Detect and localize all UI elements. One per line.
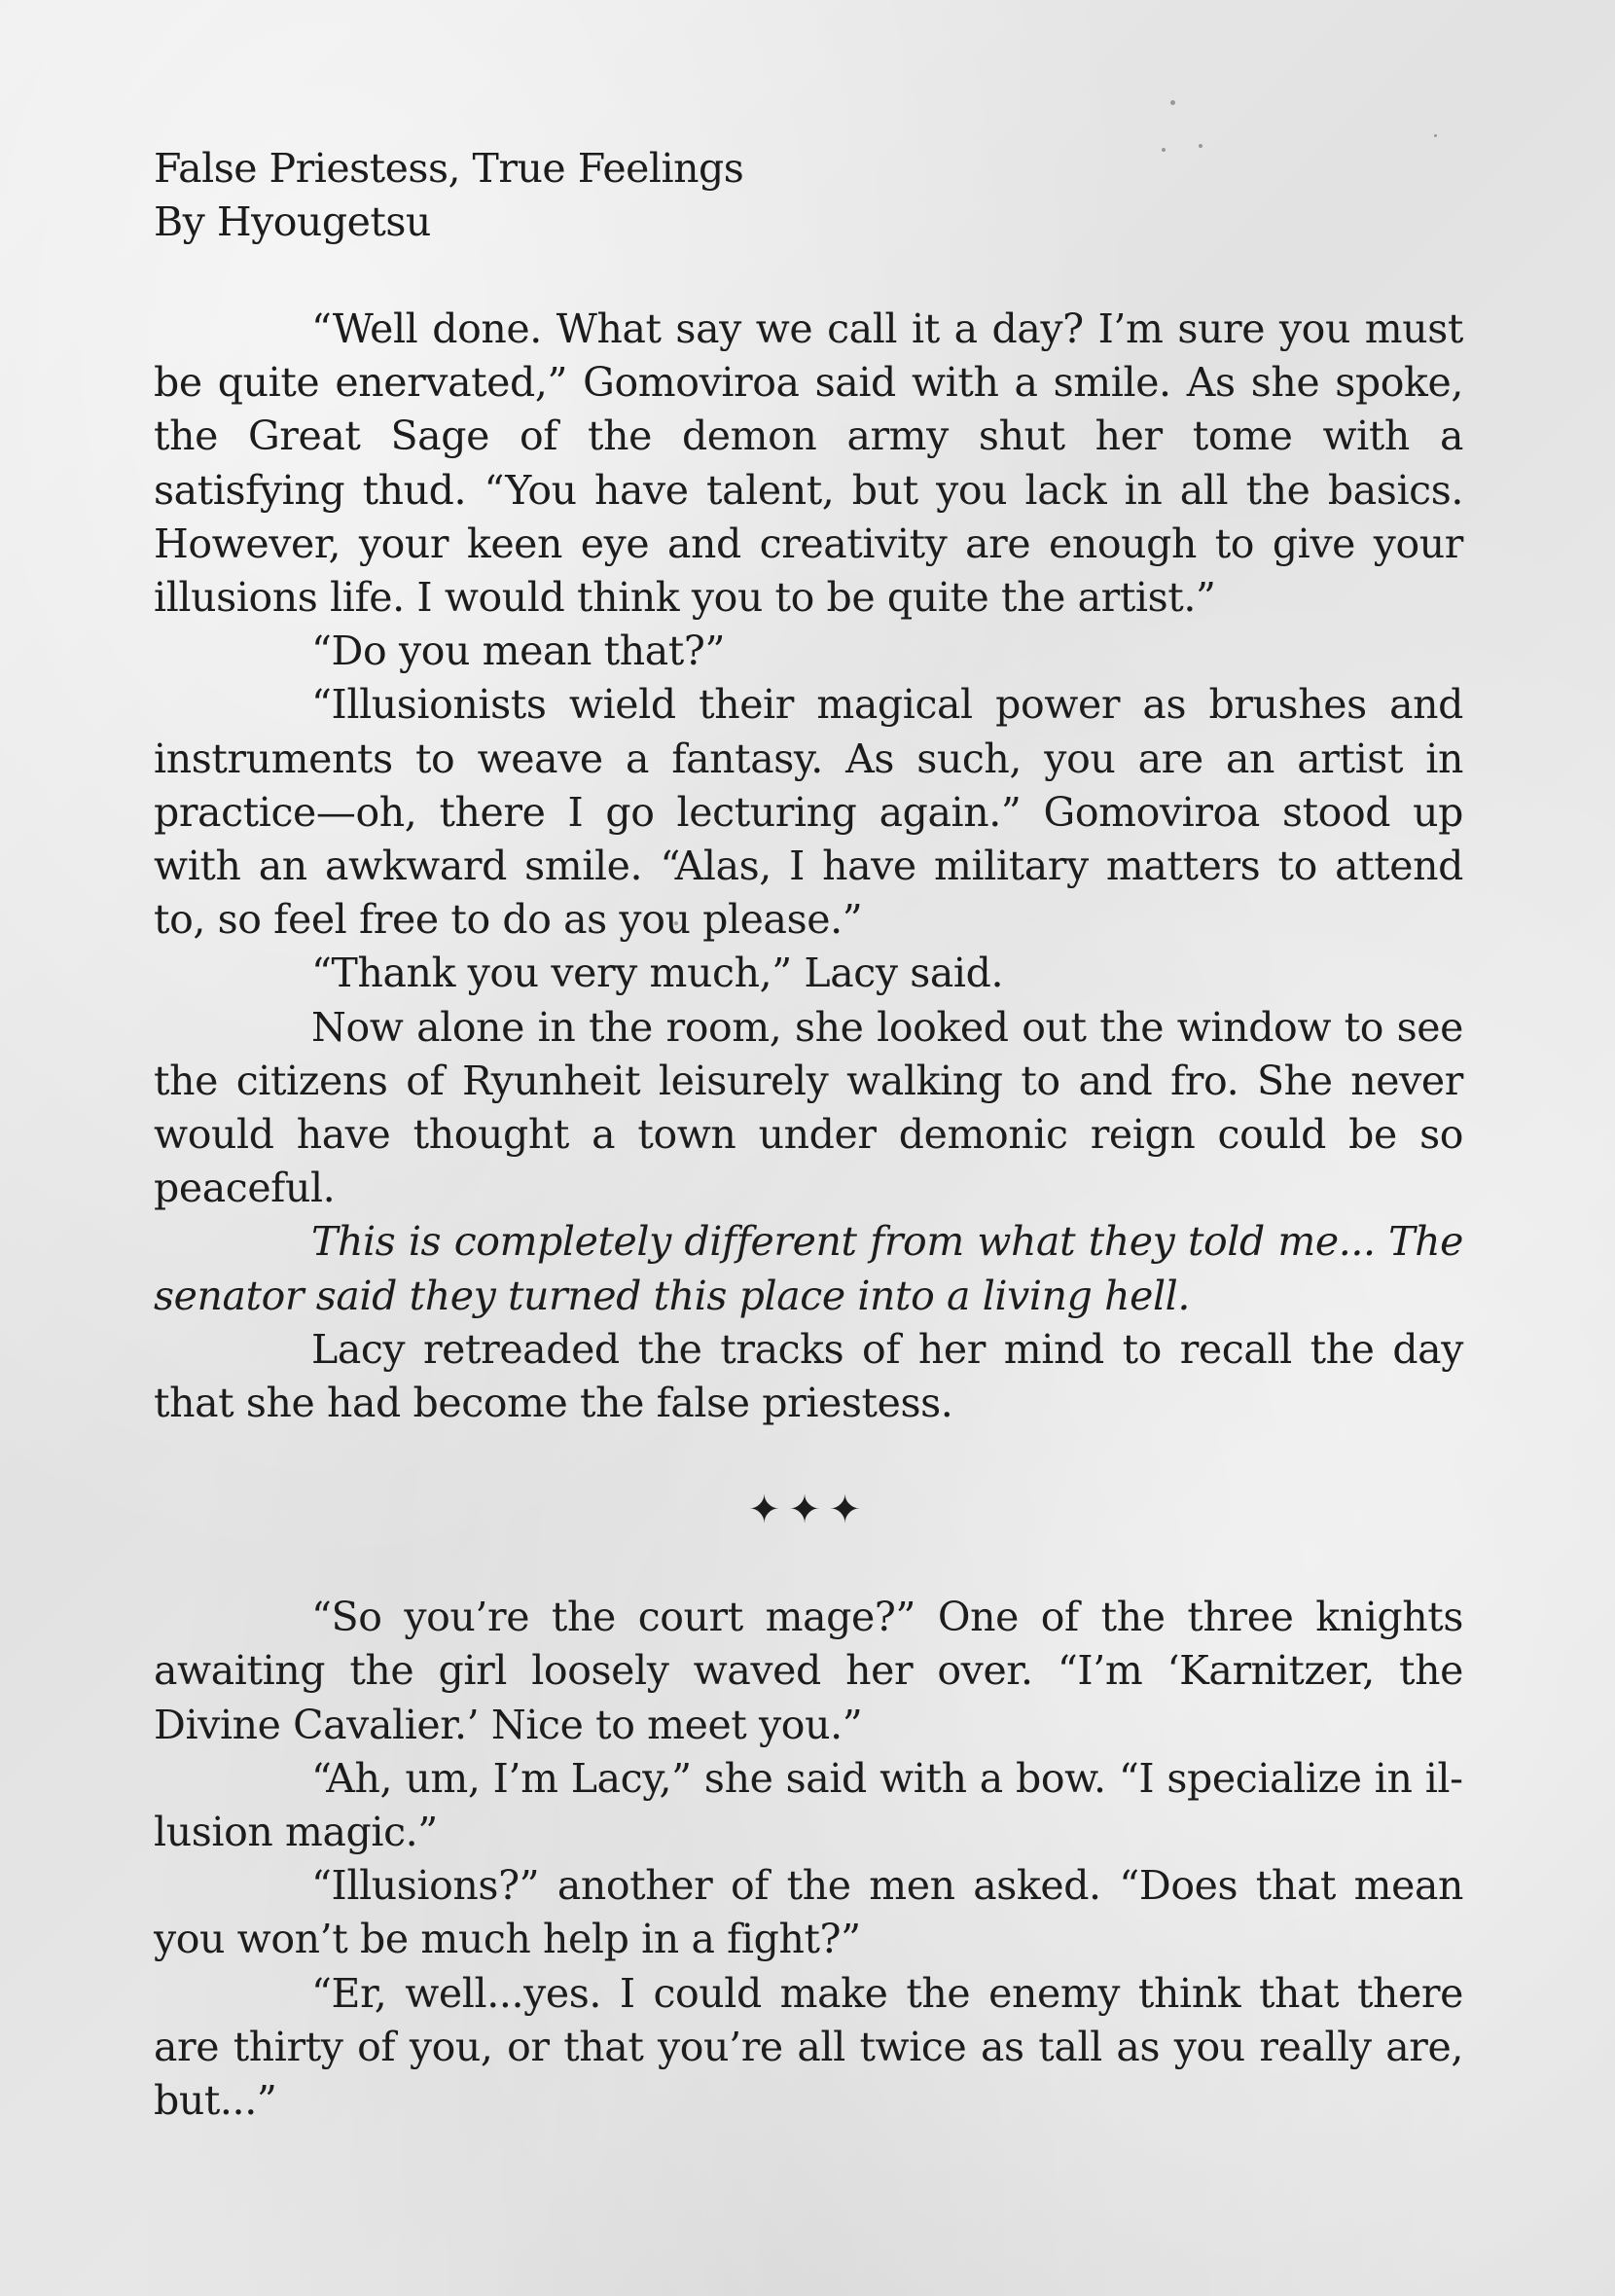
section-break-ornament: ✦✦✦ (747, 1488, 870, 1533)
paragraph: “Ah, um, I’m Lacy,” she said with a bow. “I specialize in illusion magic.” (154, 1754, 1463, 1856)
paragraph: Now alone in the room, she looked out the window to see the citizens of Ryunheit leisurely walking to and fro. She never would have thought a town under demonic reign could be so peaceful. (154, 1003, 1463, 1212)
paragraph: “Do you mean that?” (311, 628, 726, 675)
story-byline: By Hyougetsu (154, 198, 431, 245)
paragraph: “Illusionists wield their magical power as brushes and instruments to weave a fantasy. As such, you are an artist in practice—oh, there I go lecturing again.” Gomoviroa stood up with an awkward smile. “Alas, I have military matters to attend to, so feel free to do as you please.” (154, 681, 1463, 944)
paper-speck (1434, 134, 1437, 137)
story-body (154, 303, 1463, 2128)
paragraph: “Thank you very much,” Lacy said. (311, 950, 1004, 997)
paragraph: “Well done. What say we call it a day? I’m sure you must be quite enervated,” Gomoviroa said with a smile. As she spoke, the Great Sage of the demon army shut her tome with a satisfying thud. “You have talent, but you lack in all the basics. However, your keen eye and creativity are enough to give your illusions life. I would think you to be quite the artist.” (154, 305, 1463, 622)
story-title: False Priestess, True Feelings (154, 145, 744, 192)
paragraph: “So you’re the court mage?” One of the three knights awaiting the girl loosely waved her over. “I’m ‘Karnitzer, the Divine Cavalier.’ Nice to meet you.” (154, 1594, 1463, 1748)
paragraph-inner-thought: This is completely different from what they told me... The senator said they turned this place into a living hell. (154, 1218, 1463, 1319)
paragraph: “Er, well...yes. I could make the enemy think that there are thirty of you, or that you’re all twice as tall as you really are, but...” (154, 1969, 1463, 2125)
paragraph: “Illusions?” another of the men asked. “Does that mean you won’t be much help in a fight?” (154, 1862, 1463, 1963)
paper-speck (1170, 100, 1175, 105)
document-page (154, 142, 1463, 2128)
paragraph: Lacy retreaded the tracks of her mind to recall the day that she had become the false priestess. (154, 1325, 1463, 1427)
